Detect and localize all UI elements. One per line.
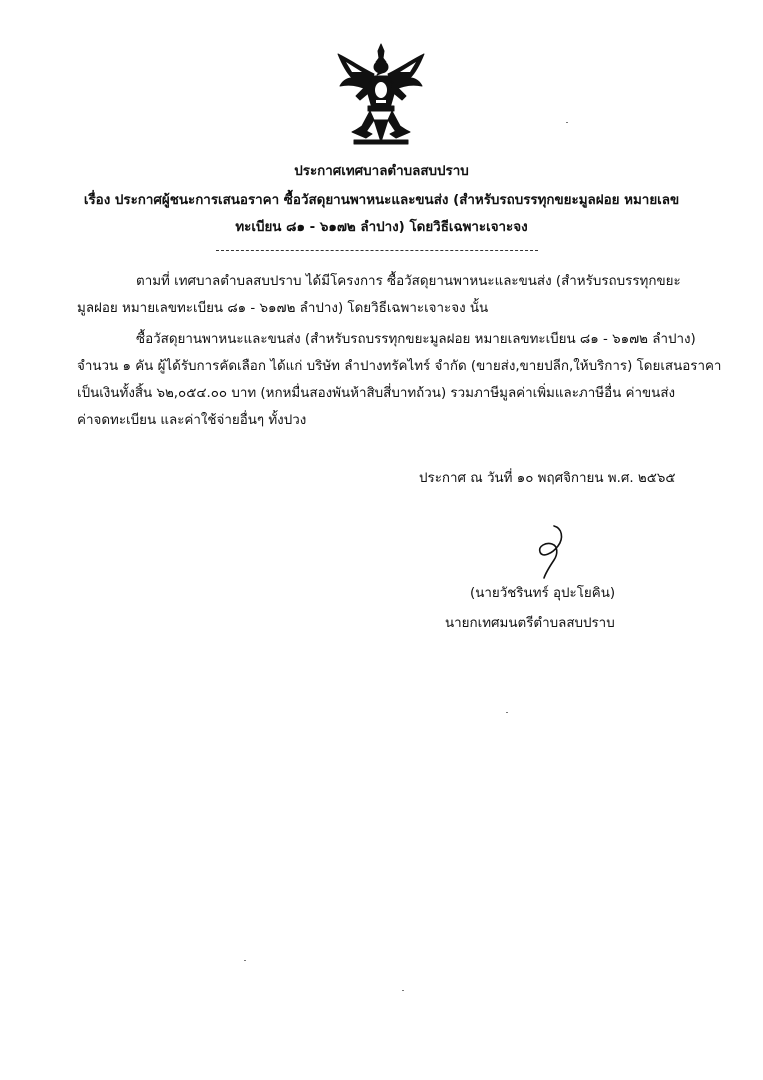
signature-icon bbox=[528, 522, 576, 582]
announcement-date: ประกาศ ณ วันที่ ๑๐ พฤศจิกายน พ.ศ. ๒๕๖๕ bbox=[419, 471, 676, 486]
para2-line-1: ซื้อวัสดุยานพาหนะและขนส่ง (สำหรับรถบรรทุกขยะมูลฝอย หมายเลขทะเบียน ๘๑ - ๖๑๗๒ ลำปาง) bbox=[136, 332, 696, 347]
header-divider bbox=[216, 250, 538, 251]
para1-line-1: ตามที่ เทศบาลตำบลสบปราบ ได้มีโครงการ ซื้อวัสดุยานพาหนะและขนส่ง (สำหรับรถบรรทุกขยะ bbox=[136, 274, 681, 289]
para1-line-2: มูลฝอย หมายเลขทะเบียน ๘๑ - ๖๑๗๒ ลำปาง) โดยวิธีเฉพาะเจาะจง นั้น bbox=[77, 301, 489, 316]
scan-speck bbox=[402, 990, 404, 991]
scan-speck bbox=[244, 960, 246, 961]
para2-line-4: ค่าจดทะเบียน และค่าใช้จ่ายอื่นๆ ทั้งปวง bbox=[77, 413, 307, 428]
scan-speck bbox=[506, 712, 508, 713]
subject-line-2: ทะเบียน ๘๑ - ๖๑๗๒ ลำปาง) โดยวิธีเฉพาะเจาะจง bbox=[235, 220, 528, 235]
signer-name: (นายวัชรินทร์ อุปะโยคิน) bbox=[470, 586, 616, 601]
signer-position: นายกเทศมนตรีตำบลสบปราบ bbox=[445, 616, 615, 631]
garuda-emblem-icon bbox=[332, 42, 430, 146]
document-title: ประกาศเทศบาลตำบลสบปราบ bbox=[294, 164, 469, 179]
para2-line-2: จำนวน ๑ คัน ผู้ได้รับการคัดเลือก ได้แก่ บริษัท ลำปางทรัคไทร์ จำกัด (ขายส่ง,ขายปลีก,ให้บริการ) โดยเสนอราคา bbox=[77, 359, 722, 374]
subject-line-1: เรื่อง ประกาศผู้ชนะการเสนอราคา ซื้อวัสดุยานพาหนะและขนส่ง (สำหรับรถบรรทุกขยะมูลฝอย หมายเลข bbox=[83, 193, 680, 208]
scan-speck bbox=[566, 122, 568, 123]
para2-line-3: เป็นเงินทั้งสิ้น ๖๒,๐๕๔.๐๐ บาท (หกหมื่นสองพันห้าสิบสี่บาทถ้วน) รวมภาษีมูลค่าเพิ่มและภาษีอื่น ค่าขนส่ง bbox=[77, 386, 676, 401]
